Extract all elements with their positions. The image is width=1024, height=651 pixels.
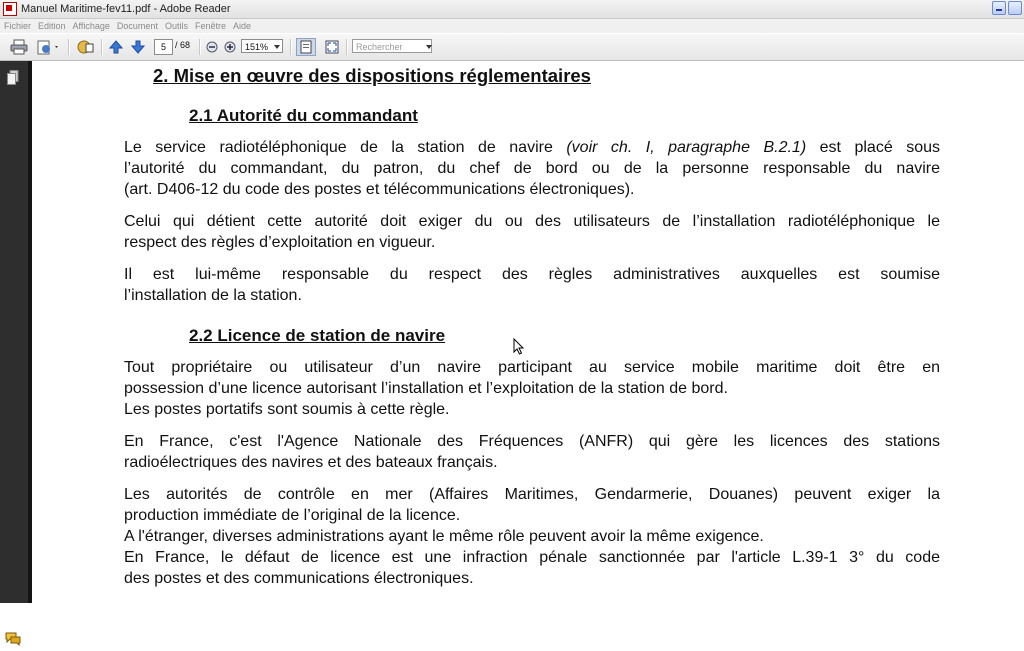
paragraph-line: Les autorités de contrôle en mer (Affaires Maritimes, Gendarmerie, Douanes) peuvent exiger la (124, 486, 940, 503)
paragraph-line: A l'étranger, diverses administrations ayant le même rôle peuvent avoir la même exigence. (124, 528, 764, 545)
menu-fichier[interactable]: Fichier (4, 21, 32, 31)
paragraph-line: des postes et des communications électroniques. (124, 570, 474, 587)
zoom-in-icon[interactable] (223, 38, 237, 56)
adobe-reader-icon (3, 2, 17, 16)
pages-icon[interactable] (7, 70, 19, 86)
print-icon[interactable] (9, 38, 29, 56)
menu-outils[interactable]: Outils (164, 21, 188, 31)
paragraph (124, 431, 940, 473)
chevron-down-icon (274, 45, 280, 49)
title-bar (0, 0, 1024, 19)
paragraph-line: En France, le défaut de licence est une infraction pénale sanctionnée par l'article L.39-1 3° du code (124, 549, 940, 566)
paragraph-line: l’installation de la station. (124, 287, 302, 304)
page-total: / 68 (175, 40, 191, 50)
paragraph (124, 357, 940, 420)
menu-edition[interactable]: Edition (38, 21, 66, 31)
zoom-select[interactable] (241, 39, 283, 53)
create-pdf-icon[interactable] (36, 38, 62, 56)
paragraph-line: l’autorité du commandant, du patron, du chef de bord ou de la personne responsable du navire (124, 160, 940, 177)
menu-fenetre[interactable]: Fenêtre (194, 21, 226, 31)
zoom-value: 151% (245, 42, 269, 52)
paragraph (124, 484, 940, 589)
window-title: Manuel Maritime-fev11.pdf - Adobe Reader (21, 3, 231, 15)
menu-affichage[interactable]: Affichage (72, 21, 110, 31)
page-number-input[interactable]: 5 (154, 39, 173, 55)
toolbar (0, 34, 1024, 61)
mouse-pointer-icon (513, 338, 525, 356)
paragraph-line: Celui qui détient cette autorité doit exiger du ou des utilisateurs de l’installation radiotéléphonique le (124, 213, 940, 230)
menu-aide[interactable]: Aide (233, 21, 252, 31)
minimize-button[interactable] (992, 1, 1006, 15)
search-input[interactable]: Rechercher (352, 39, 432, 53)
fit-page-icon[interactable] (296, 38, 316, 56)
menu-document[interactable]: Document (116, 21, 158, 31)
paragraph-line: Tout propriétaire ou utilisateur d’un navire participant au service mobile maritime doit être en (124, 359, 940, 376)
next-page-icon[interactable] (129, 38, 147, 56)
paragraph (124, 137, 940, 200)
paragraph-line: (art. D406-12 du code des postes et télécommunications électroniques). (124, 181, 635, 198)
paragraph (124, 264, 940, 306)
paragraph-line: Le service radiotéléphonique de la station de navire (voir ch. I, paragraphe B.2.1) est placé sous (124, 139, 940, 156)
search-dropdown-icon[interactable] (425, 38, 433, 56)
menu-bar (0, 19, 1024, 33)
section-title: 2. Mise en œuvre des dispositions réglementaires (153, 65, 591, 86)
collaborate-icon[interactable] (74, 38, 96, 56)
paragraph-line: radioélectriques des navires et des bateaux français. (124, 454, 498, 471)
previous-page-icon[interactable] (107, 38, 125, 56)
zoom-out-icon[interactable] (205, 38, 219, 56)
paragraph (124, 211, 940, 253)
document-view[interactable] (33, 61, 1024, 603)
paragraph-line: possession d’une licence autorisant l’installation et l’exploitation de la station de bord. (124, 380, 728, 397)
navigation-panel (0, 61, 32, 603)
subsection-title: 2.1 Autorité du commandant (189, 106, 418, 125)
paragraph-line: respect des règles d’exploitation en vigueur. (124, 234, 436, 251)
paragraph-line: production immédiate de l’original de la licence. (124, 507, 461, 524)
full-screen-icon[interactable] (322, 38, 342, 56)
comments-icon[interactable] (5, 632, 21, 646)
paragraph-line: En France, c'est l'Agence Nationale des Fréquences (ANFR) qui gère les licences des stations (124, 433, 940, 450)
subsection-title: 2.2 Licence de station de navire (189, 326, 446, 345)
paragraph-line: Il est lui-même responsable du respect des règles administratives auxquelles est soumise (124, 266, 940, 283)
maximize-button[interactable] (1008, 1, 1022, 15)
paragraph-line: Les postes portatifs sont soumis à cette règle. (124, 401, 450, 418)
